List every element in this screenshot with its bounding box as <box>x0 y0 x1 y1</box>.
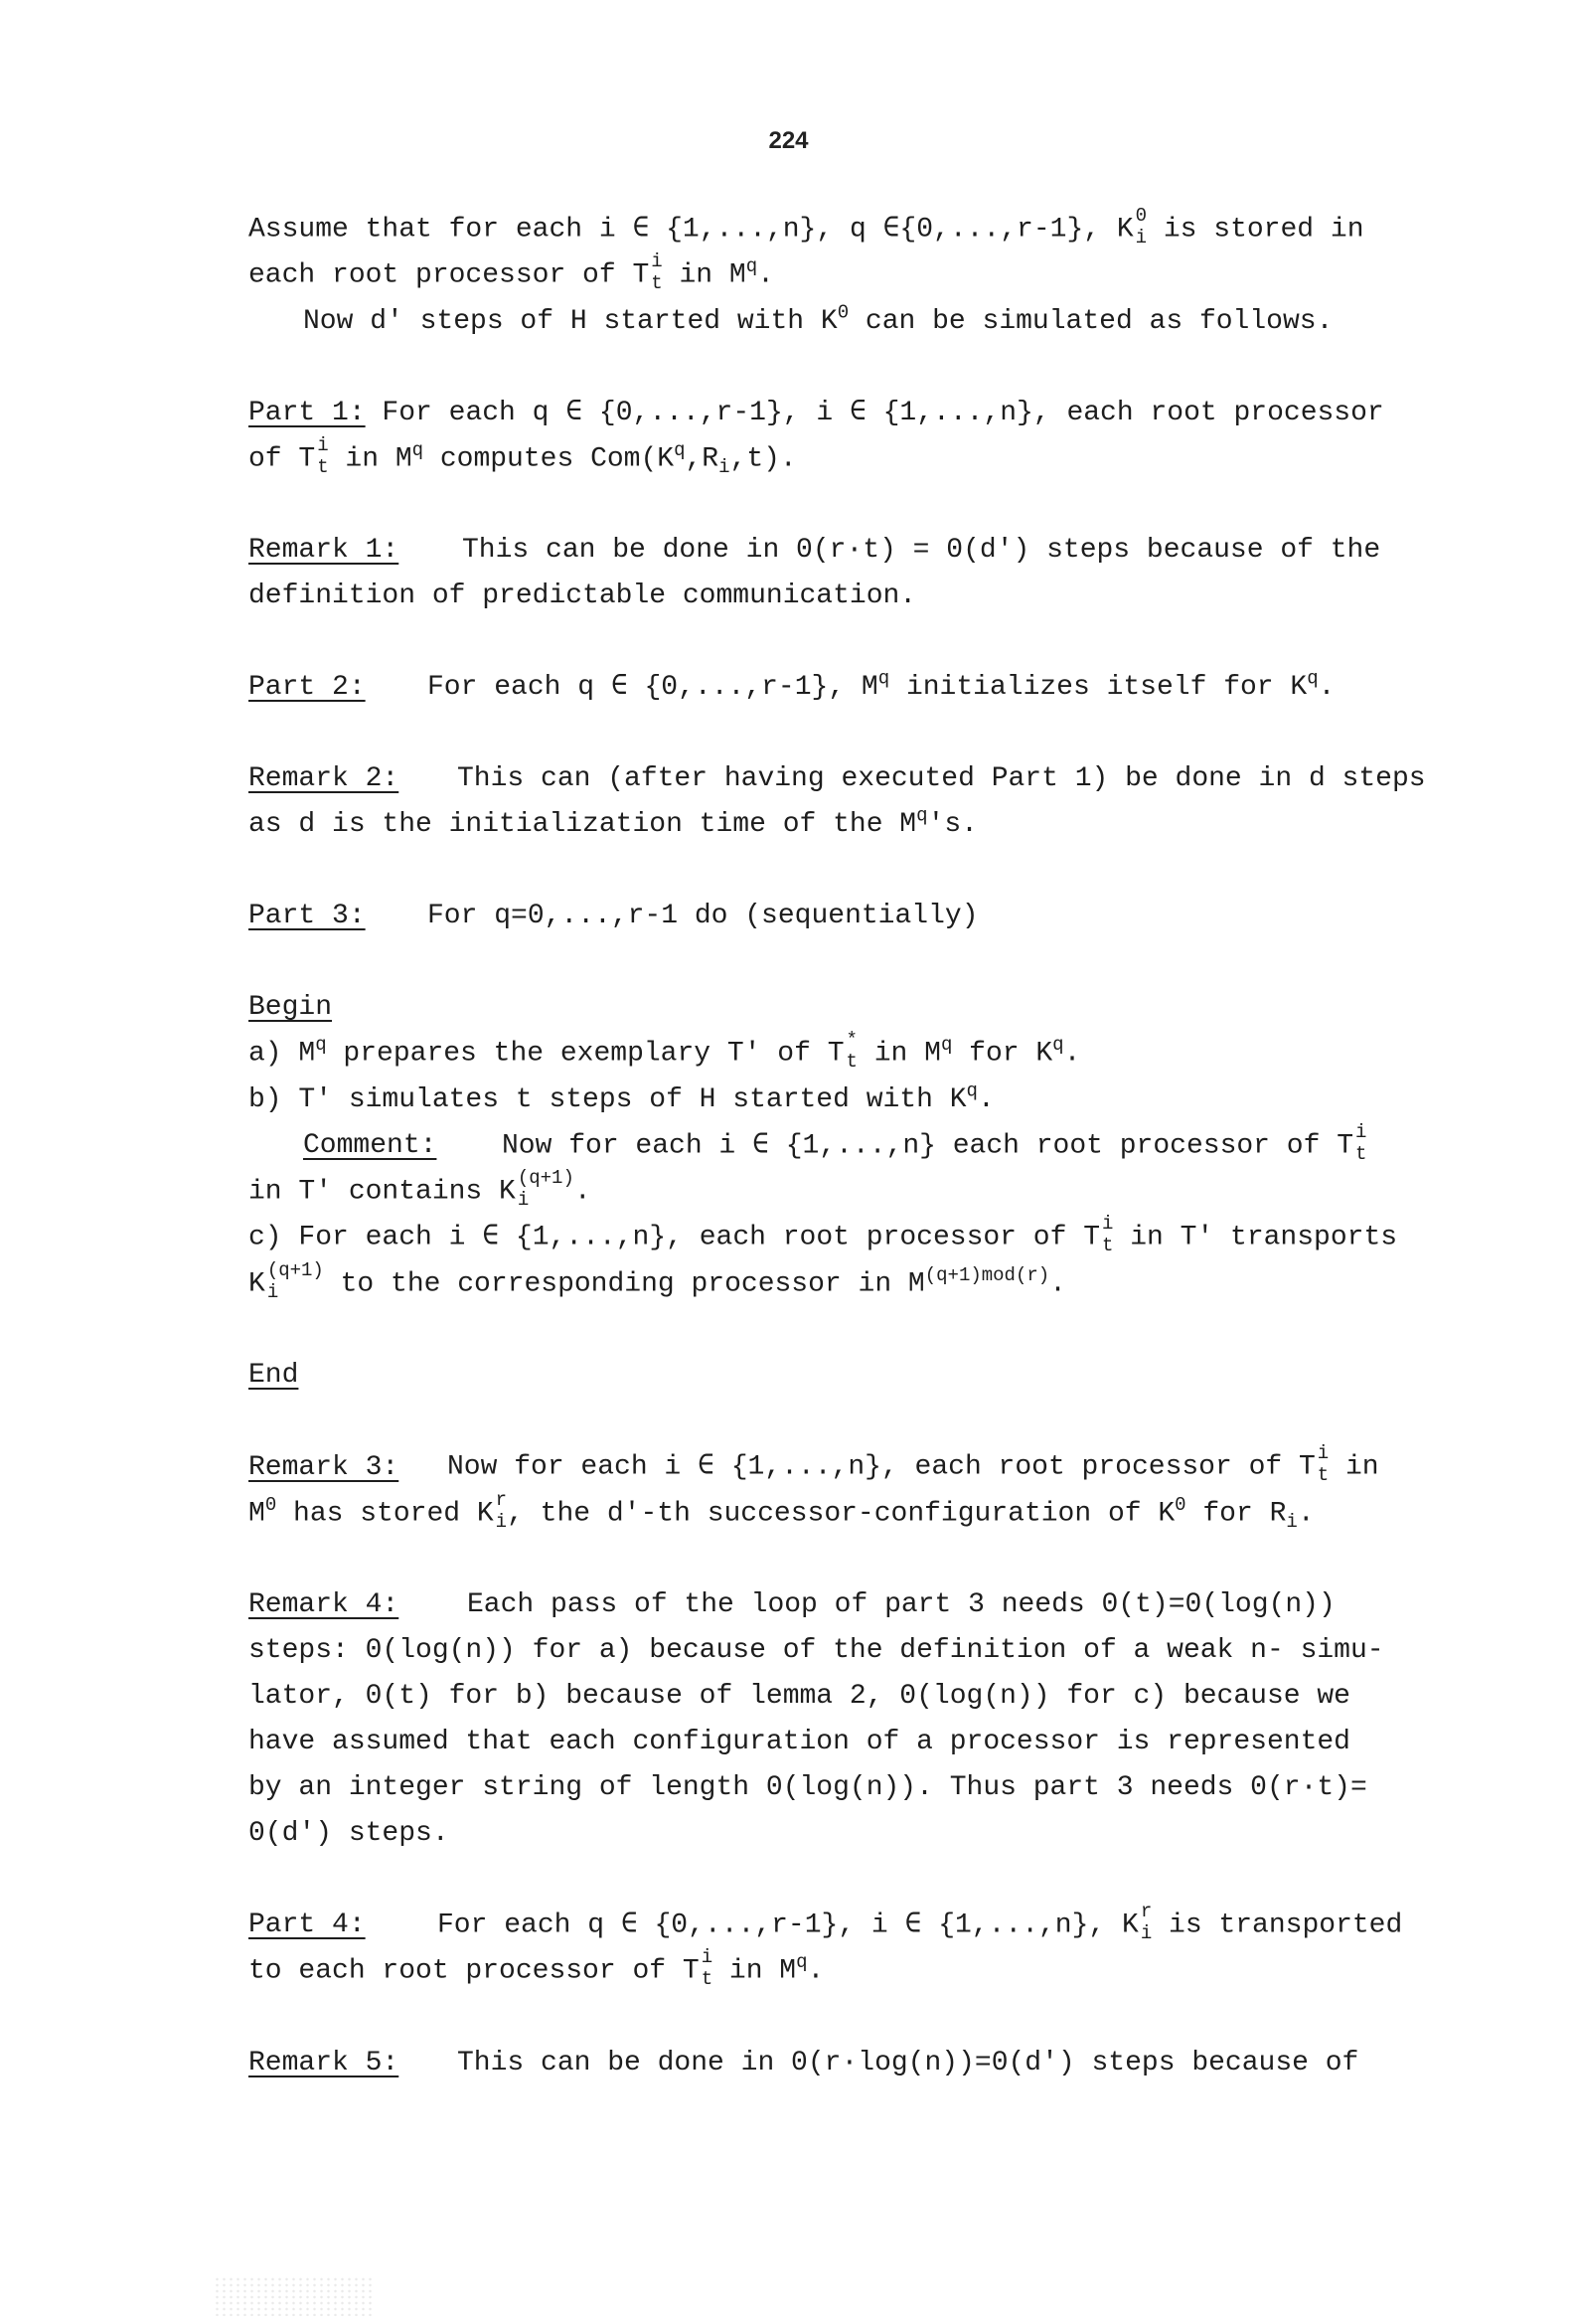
text-line: lator, 0(t) for b) because of lemma 2, 0(log(n)) for c) because we <box>248 1680 1350 1712</box>
part-3: Part 3: For q=0,...,r-1 do (sequentially) <box>248 901 979 932</box>
remark-2: Remark 2: This can (after having executed Part 1) be done in d steps <box>248 763 1426 795</box>
part-label: Part 2: <box>248 672 366 704</box>
part-label: Part 4: <box>248 1909 366 1941</box>
text-line: as d is the initialization time of the $M^q's$. <box>248 804 978 841</box>
begin-keyword: Begin <box>248 992 333 1024</box>
text-line: each root processor of T i t in $M^q$. <box>248 250 774 295</box>
remark-label: Remark 5: <box>248 2047 399 2078</box>
remark-1: Remark 1: This can be done in 0(r·t) = 0(d') steps because of the <box>248 535 1381 567</box>
step-a: a) $M^q$ prepares the exemplary T' of T * t in $M^q$ for $K^q$. <box>248 1029 1081 1074</box>
text-line: $M^0$ has stored K r i , the d'-th successor-configuration of $K^0$ for $R_i$. <box>248 1488 1315 1533</box>
text-line: have assumed that each configuration of a processor is represented <box>248 1726 1350 1757</box>
text-line: to each root processor of T i t in $M^q$. <box>248 1946 825 1991</box>
text-line <box>248 207 1530 252</box>
remark-4: Remark 4: Each pass of the loop of part 3 needs 0(t)=0(log(n)) <box>248 1588 1336 1620</box>
remark-label: Remark 1: <box>248 535 399 567</box>
text-line: by an integer string of length 0(log(n)). Thus part 3 needs 0(r·t)= <box>248 1771 1367 1803</box>
remark-3: Remark 3: Now for each i ∈ {1,...,n}, each root processor of T i t in <box>248 1442 1379 1487</box>
end-keyword: End <box>248 1360 299 1392</box>
text-line: in T' contains K (q+1) i . <box>248 1166 591 1211</box>
text-line: steps: 0(log(n)) for a) because of the definition of a weak n- simu- <box>248 1634 1384 1666</box>
comment-label: Comment: <box>303 1129 437 1161</box>
page-body <box>248 207 1530 2086</box>
step-c: c) For each i ∈ {1,...,n}, each root processor of T i t in T' transports <box>248 1213 1398 1257</box>
part-label: Part 3: <box>248 901 366 932</box>
page-number: 224 <box>768 127 809 154</box>
remark-label: Remark 4: <box>248 1588 399 1620</box>
super-sub: 0 i <box>1135 205 1148 249</box>
text-line: K (q+1) i to the corresponding processor in $M^{(q+1)mod(r)}$. <box>248 1258 1066 1303</box>
super-sub: i t <box>651 250 663 295</box>
part-4: Part 4: For each q ∈ {0,...,r-1}, i ∈ {1,...,n}, K r i is transported <box>248 1900 1403 1944</box>
part-label: Part 1: <box>248 397 366 428</box>
text-line: Now d' steps of H started with $K^0$ can be simulated as follows. <box>303 301 1334 337</box>
remark-label: Remark 3: <box>248 1451 399 1483</box>
text-run: Assume that for each i ∈ {1,...,n}, q ∈{0,...,r-1}, K <box>248 214 1134 246</box>
part-1: Part 1: For each q ∈ {0,...,r-1}, i ∈ {1,...,n}, each root processor <box>248 397 1384 428</box>
remark-5: Remark 5: This can be done in 0(r·log(n))=0(d') steps because of <box>248 2047 1359 2078</box>
part-2: Part 2: For each q ∈ {0,...,r-1}, $M^q$ initializes itself for $K^q$. <box>248 667 1336 704</box>
text-run: is stored in <box>1147 214 1364 246</box>
text-line: 0(d') steps. <box>248 1817 449 1849</box>
scan-noise <box>214 2276 373 2316</box>
comment: Comment: Now for each i ∈ {1,...,n} each root processor of T i t <box>303 1120 1367 1165</box>
text-line: of T i t in $M^q$ computes $Com(K^q,R_i,t)$. <box>248 433 797 478</box>
remark-label: Remark 2: <box>248 763 399 795</box>
text-line: definition of predictable communication. <box>248 581 917 612</box>
step-b: b) T' simulates t steps of H started with $K^q$. <box>248 1079 995 1115</box>
